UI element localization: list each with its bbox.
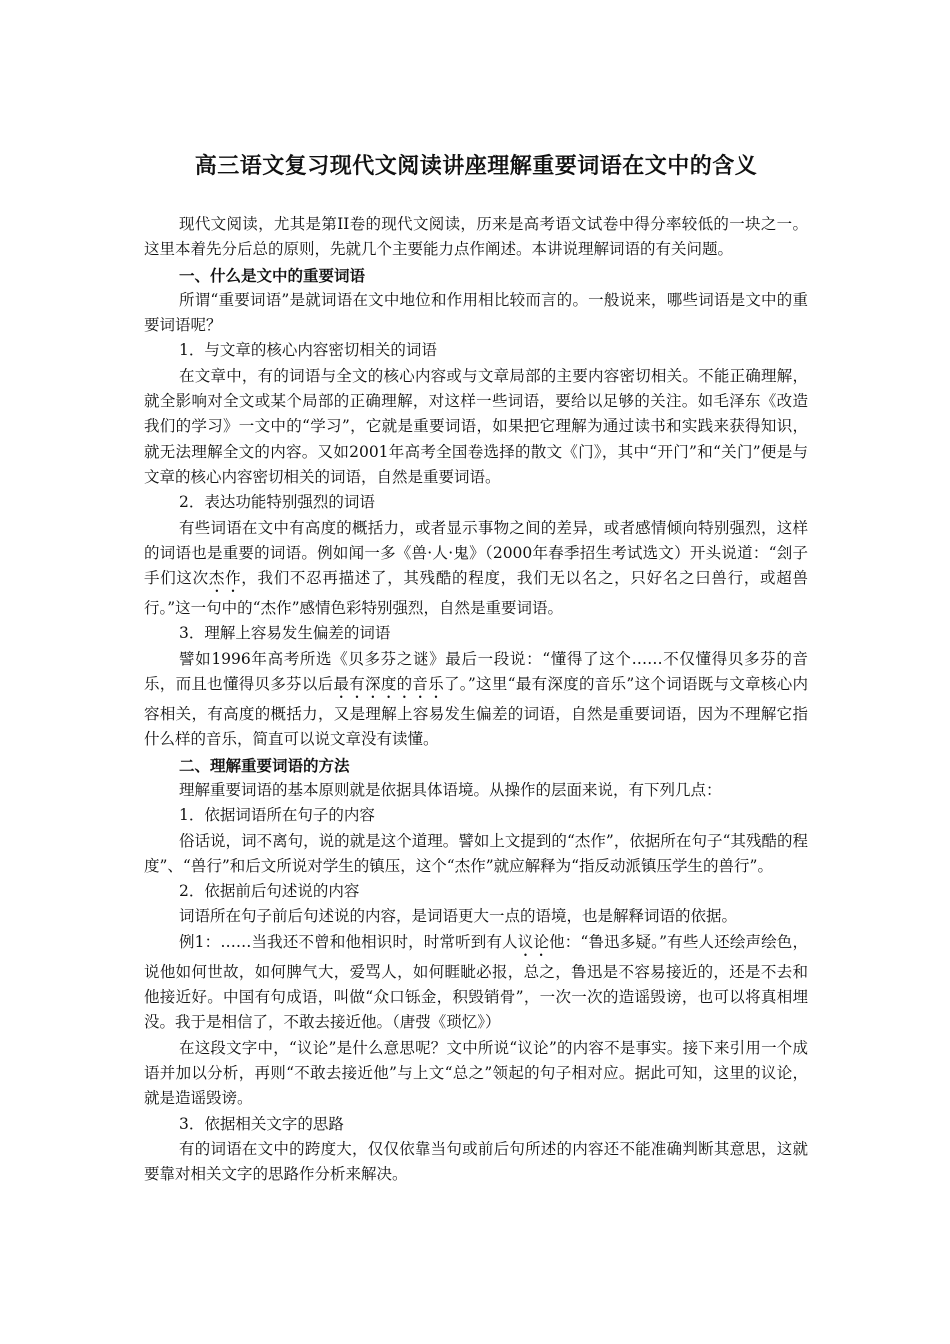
- section-1-item-3-body: [144, 647, 808, 753]
- section-2-item-1-heading: 1．依据词语所在句子的内容: [179, 806, 375, 825]
- example-1: [144, 930, 808, 1036]
- section-1-item-2-body: [144, 516, 808, 622]
- emphasized-word: 议论: [517, 932, 550, 951]
- emphasized-word: 最有深度的音乐: [333, 675, 445, 694]
- section-1-heading: 一、什么是文中的重要词语: [179, 265, 366, 285]
- example-1-analysis: 在这段文字中，“议论”是什么意思呢？文中所说“议论”的内容不是事实。接下来引用一个成语并加以分析，再则“不敢去接近他”与上文“总之”领起的句子相对应。据此可知，这里的议论，就是造谣毁谤。: [144, 1038, 808, 1108]
- section-1-item-1-heading: 1．与文章的核心内容密切相关的词语: [179, 341, 437, 360]
- body-text: 例1：……当我还不曾和他相识时，时常听到有人: [179, 932, 518, 951]
- section-2-item-3-body: 有的词语在文中的跨度大，仅仅依靠当句或前后句所述的内容还不能准确判断其意思，这就要靠对相关文字的思路作分析来解决。: [144, 1139, 808, 1184]
- section-1-item-1-body: 在文章中，有的词语与全文的核心内容或与文章局部的主要内容密切相关。不能正确理解，就全影响对全文或某个局部的正确理解，对这样一些词语，要给以足够的关注。如毛泽东《改造我们的学习》一文中的“学习”，它就是重要词语，如果把它理解为通过读书和实践来获得知识，就无法理解全文的内容。又如2001年高考全国卷选择的散文《门》，其中“开门”和“关门”便是与文章的核心内容密切相关的词语，自然是重要词语。: [144, 366, 808, 486]
- section-1-intro: 所谓“重要词语”是就词语在文中地位和作用相比较而言的。一般说来，哪些词语是文中的重要词语呢？: [144, 290, 808, 335]
- section-2-item-1-body: 俗话说，词不离句，说的就是这个道理。譬如上文提到的“杰作”，依据所在句子“其残酷的程度”、“兽行”和后文所说对学生的镇压，这个“杰作”就应解释为“指反动派镇压学生的兽行”。: [144, 831, 808, 875]
- document-title: 高三语文复习现代文阅读讲座理解重要词语在文中的含义: [194, 153, 758, 179]
- body-text: ，我们不忍再描述了，其残酷的程度，我们无以名之，只好名之曰兽行，或超兽行。”这一句中的“杰作”感情色彩特别强烈，自然是重要词语。: [144, 569, 808, 618]
- body-text: 他：“鲁迅多疑。”有些人还绘声绘色，说他如何世故，如何脾气大，爱骂人，如何睚眦必报，总之，鲁迅是不容易接近的，还是不去和他接近好。中国有句成语，叫做“众口铄金，积毁销骨”，一次一次的造谣毁谤，也可以将真相埋没。我于是相信了，不敢去接近他。（唐弢《琐忆》）: [144, 932, 808, 1032]
- section-1-item-2-heading: 2．表达功能特别强烈的词语: [179, 493, 375, 512]
- body-text: 有些词语在文中有高度的概括力，或者显示事物之间的差异，或者感情倾向特别强烈，这样的词语也是重要的词语。例如闻一多《兽·人·鬼》（2000年春季招生考试选文）开头说道：“刽子手们这次: [144, 518, 808, 588]
- section-2-item-2-body: 词语所在句子前后句述说的内容，是词语更大一点的语境，也是解释词语的依据。: [179, 907, 738, 926]
- body-text: 了。”这里“最有深度的音乐”这个词语既与文章核心内容相关，有高度的概括力，又是理解上容易发生偏差的词语，自然是重要词语，因为不理解它指什么样的音乐，简直可以说文章没有读懂。: [144, 675, 808, 749]
- section-1-item-3-heading: 3．理解上容易发生偏差的词语: [179, 624, 391, 643]
- emphasized-word: 杰作: [208, 569, 242, 588]
- document-page: [144, 150, 808, 1187]
- section-2-item-2-heading: 2．依据前后句述说的内容: [179, 882, 360, 901]
- section-2-item-3-heading: 3．依据相关文字的思路: [179, 1114, 344, 1133]
- section-2-intro: 理解重要词语的基本原则就是依据具体语境。从操作的层面来说，有下列几点：: [179, 780, 722, 799]
- intro-paragraph: 现代文阅读，尤其是第II卷的现代文阅读，历来是高考语文试卷中得分率较低的一块之一。这里本着先分后总的原则，先就几个主要能力点作阐述。本讲说理解词语的有关问题。: [144, 215, 808, 259]
- section-2-heading: 二、理解重要词语的方法: [179, 755, 350, 775]
- body-text: 譬如1996年高考所选《贝多芬之谜》最后一段说：“懂得了这个……不仅懂得贝多芬的音乐，而且也懂得贝多芬以后: [144, 649, 808, 694]
